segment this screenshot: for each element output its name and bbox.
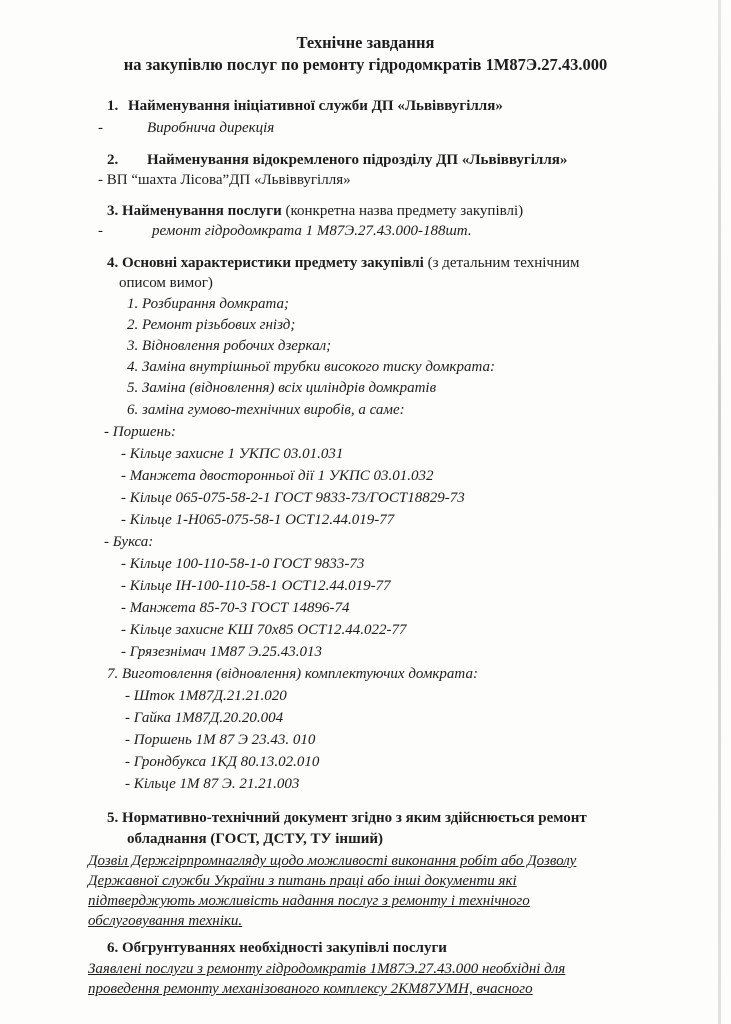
section-5-text-line: підтверджують можливість надання послуг з ремонту і технічного (88, 893, 530, 909)
bush-part: - Кільце 100-110-58-1-0 ГОСТ 9833-73 (121, 556, 365, 572)
section-4-heading (107, 255, 580, 272)
list-item: 4. Заміна внутрішньої трубки високого тиску домкрата: (127, 359, 495, 375)
section-4-note-continued: описом вимог) (119, 275, 213, 291)
bush-part: - Грязезнімач 1М87 Э.25.43.013 (121, 644, 323, 660)
section-1-value: Виробнича дирекція (147, 120, 275, 136)
section-3-dash: - (98, 223, 103, 239)
section-1-heading (107, 98, 503, 115)
section-2-number: 2. (107, 152, 119, 168)
list-item: 3. Відновлення робочих дзеркал; (127, 338, 332, 354)
component-part: - Кільце 1М 87 Э. 21.21.003 (125, 776, 300, 792)
piston-part: - Манжета двосторонньої дії 1 УКПС 03.01.032 (121, 468, 434, 484)
bush-part: - Кільце захисне КШ 70х85 ОСТ12.44.022-77 (121, 622, 407, 638)
section-2-value: - ВП “шахта Лісова”ДП «Львіввугілля» (98, 172, 351, 188)
piston-part: - Кільце 1-Н065-075-58-1 ОСТ12.44.019-77 (121, 512, 395, 528)
section-2-title: Найменування відокремленого підрозділу ДП «Львіввугілля» (147, 152, 568, 168)
section-6-heading: 6. Обгрунтуваннях необхідності закупівлі послуги (107, 940, 447, 956)
section-3-title: 3. Найменування послуги (107, 203, 282, 219)
document-title: Технічне завдання (296, 33, 435, 52)
piston-part: - Кільце захисне 1 УКПС 03.01.031 (121, 446, 344, 462)
bush-part: - Манжета 85-70-3 ГОСТ 14896-74 (121, 600, 350, 616)
component-part: - Гайка 1М87Д.20.20.004 (125, 710, 284, 726)
list-item: 5. Заміна (відновлення) всіх циліндрів домкратів (127, 380, 437, 396)
component-part: - Поршень 1М 87 Э 23.43. 010 (125, 732, 316, 748)
section-3-value: ремонт гідродомкрата 1 М87Э.27.43.000-188шт. (152, 223, 472, 239)
component-part: - Грондбукса 1КД 80.13.02.010 (125, 754, 320, 770)
section-3-note: (конкретна назва предмету закупівлі) (285, 203, 524, 219)
piston-label: - Поршень: (104, 424, 176, 440)
section-5-text-line: Дозвіл Держгірпромнагляду щодо можливості виконання робіт або Дозволу (88, 853, 577, 869)
list-item: 6. заміна гумово-технічних виробів, а саме: (127, 402, 405, 418)
section-5-heading-continued: обладнання (ГОСТ, ДСТУ, ТУ інший) (127, 831, 384, 847)
list-item: 2. Ремонт різьбових гнізд; (127, 317, 296, 333)
piston-part: - Кільце 065-075-58-2-1 ГОСТ 9833-73/ГОСТ18829-73 (121, 490, 465, 506)
section-1-number: 1. (107, 98, 119, 114)
list-item: 1. Розбирання домкрата; (127, 296, 290, 312)
section-1-dash: - (98, 120, 103, 136)
section-5-text-line: обслуговування техніки. (88, 913, 243, 929)
section-4-note: (з детальним технічним (427, 255, 580, 271)
bush-label: - Букса: (104, 534, 154, 550)
section-1-title: Найменування ініціативної служби ДП «Львіввугілля» (128, 98, 503, 114)
document-subtitle: на закупівлю послуг по ремонту гідродомкратів 1М87Э.27.43.000 (123, 55, 608, 74)
component-part: - Шток 1М87Д.21.21.020 (125, 688, 287, 704)
section-6-text-line: проведення ремонту механізованого комплексу 2КМ87УМН, вчасного (88, 981, 533, 997)
section-4-title: 4. Основні характеристики предмету закупівлі (107, 255, 424, 271)
section-3-heading (107, 203, 523, 220)
list-item-7: 7. Виготовлення (відновлення) комплектуючих домкрата: (107, 666, 478, 682)
scan-edge (718, 0, 721, 1024)
section-6-text-line: Заявлені послуги з ремонту гідродомкратів 1М87Э.27.43.000 необхідні для (88, 961, 566, 977)
bush-part: - Кільце ІН-100-110-58-1 ОСТ12.44.019-77 (121, 578, 391, 594)
section-5-heading: 5. Нормативно-технічний документ згідно з яким здійснюється ремонт (107, 810, 587, 826)
section-5-text-line: Державної служби України з питань праці або інші документи які (88, 873, 517, 889)
